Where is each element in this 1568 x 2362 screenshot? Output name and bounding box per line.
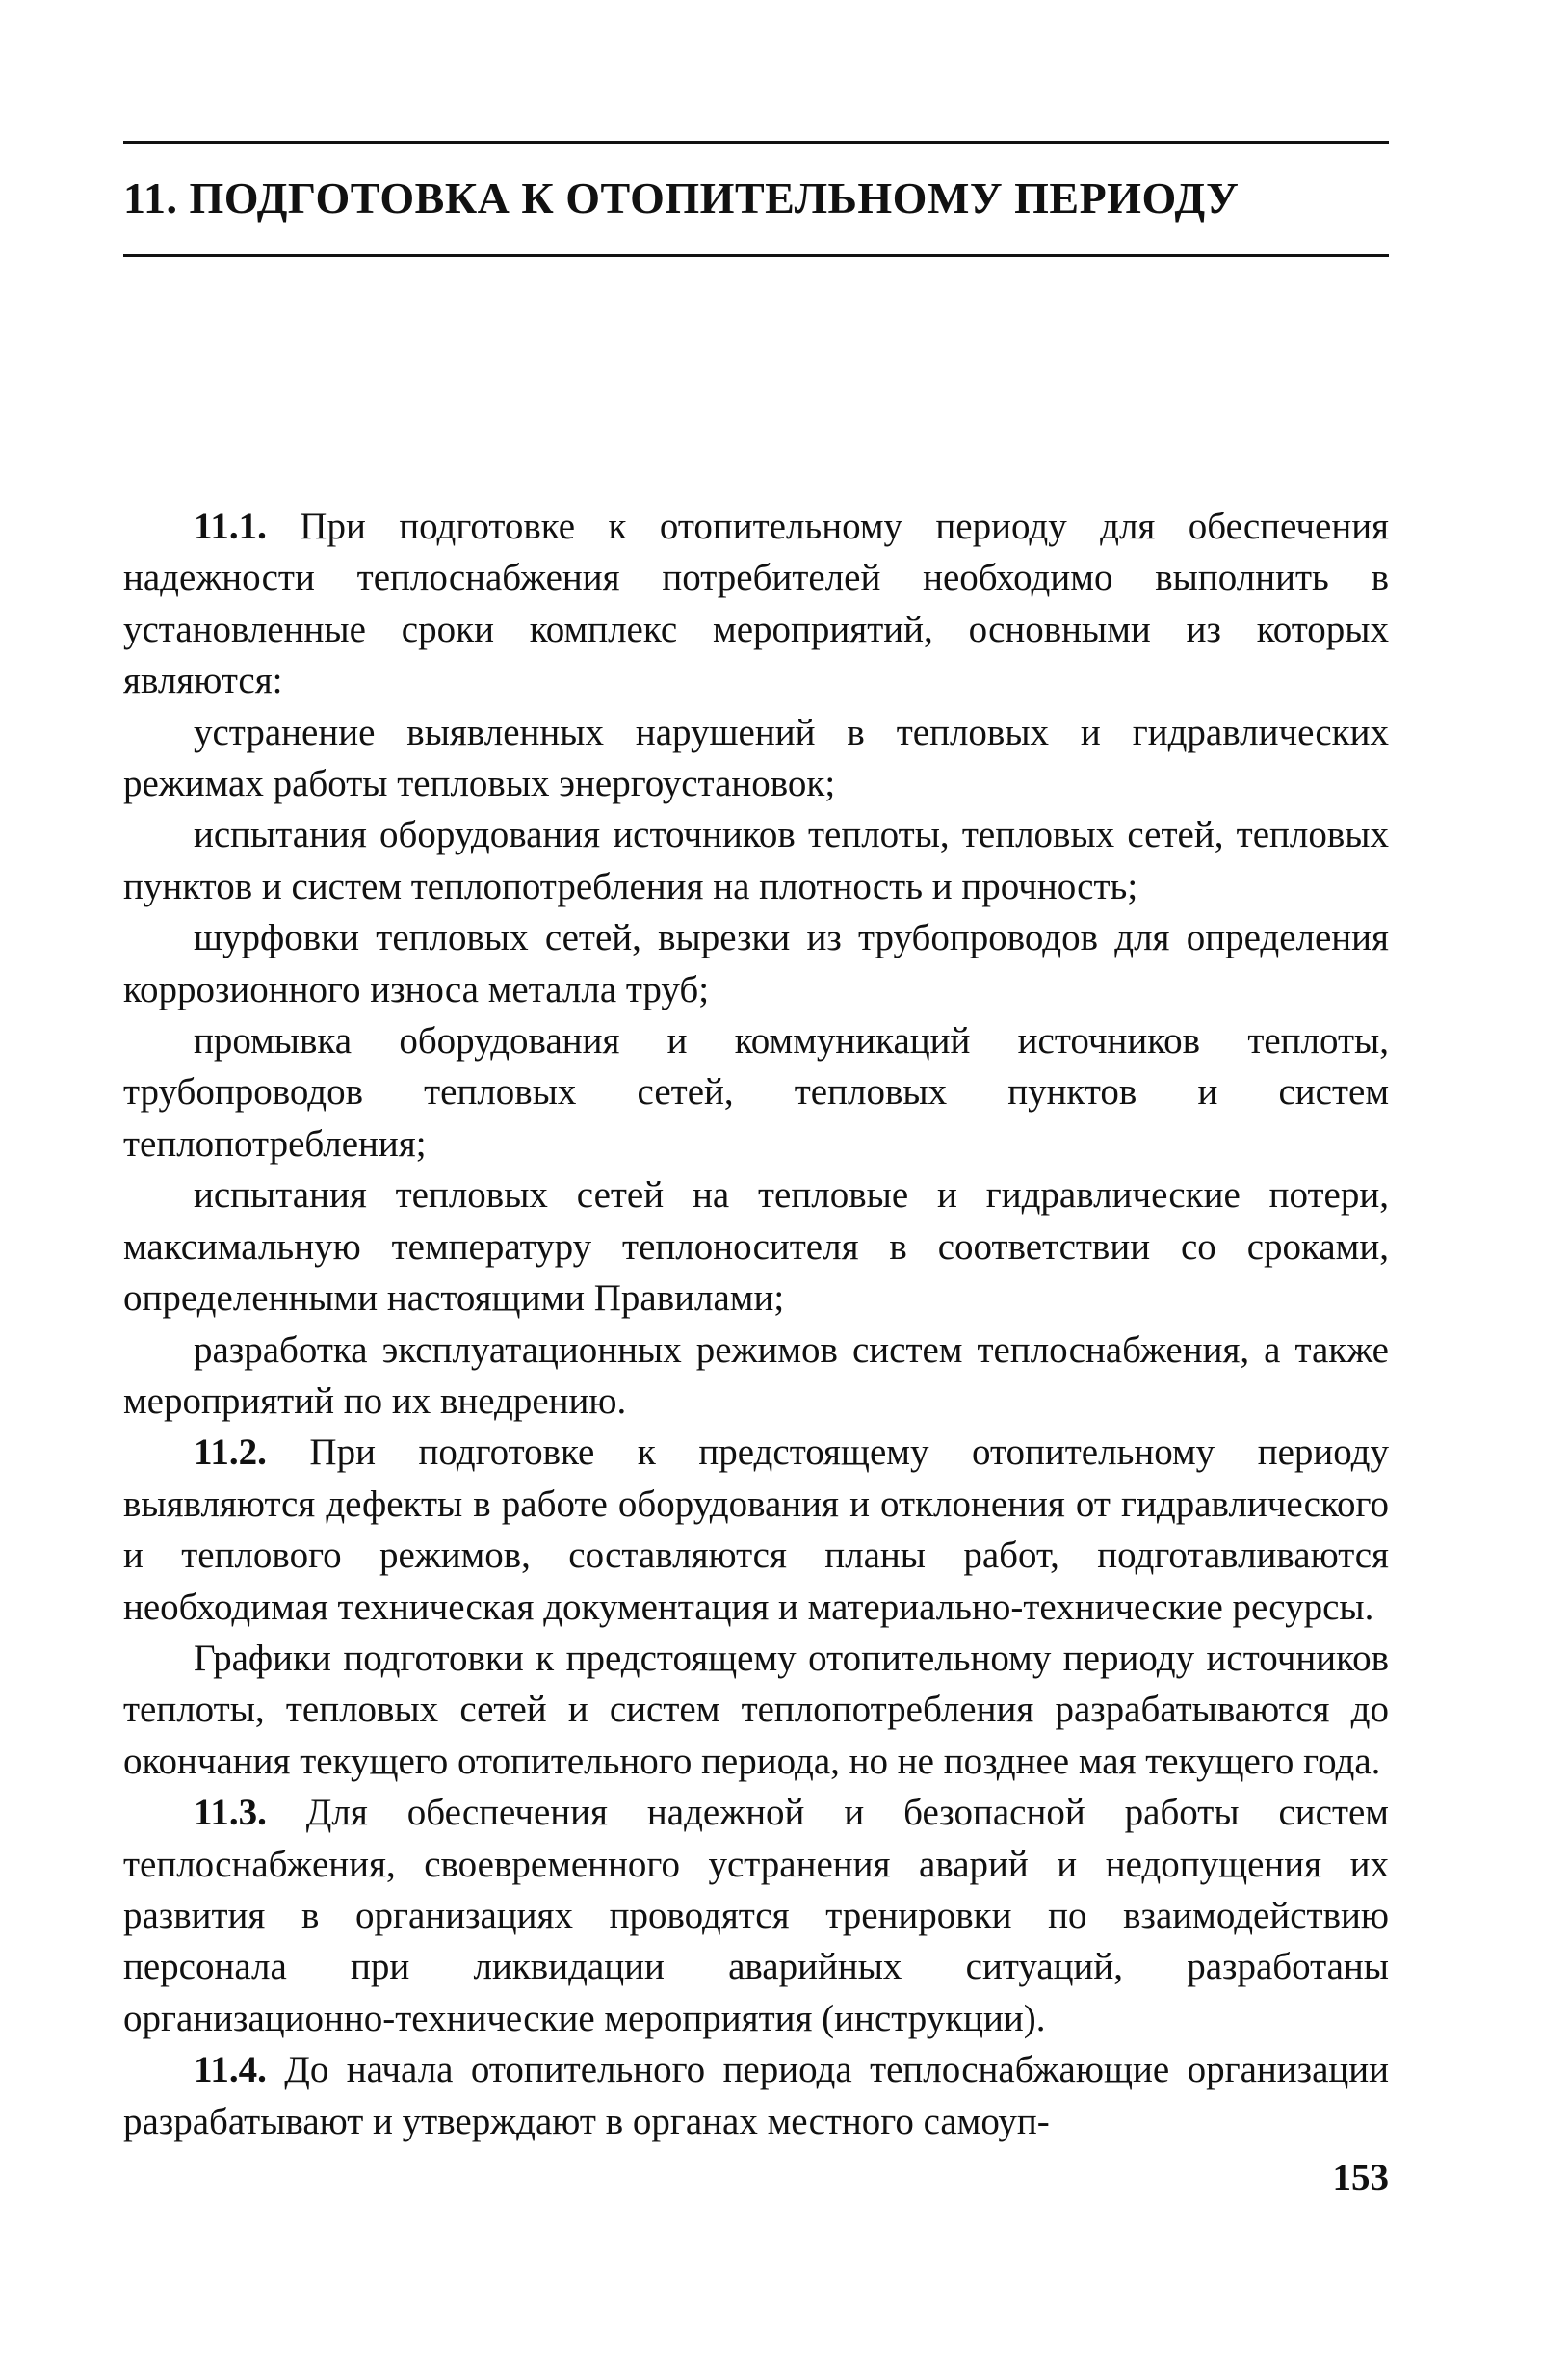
list-item <box>123 1325 1389 1428</box>
paragraph-text: устранение выявленных нарушений в тепловых и гидравлических режимах работы тепловых энергоустановок; <box>123 711 1389 805</box>
list-item <box>123 707 1389 810</box>
page-number: 153 <box>1332 2157 1389 2198</box>
header-rule-bottom <box>123 254 1389 257</box>
paragraph-text: Для обеспечения надежной и безопасной работы систем теплоснабжения, своевременного устранения аварий и недопущения их развития в организациях проводятся тренировки по взаимодействию персонала при ликвидации аварийных ситуаций, разработаны организационно-технические мероприятия (инструкции). <box>123 1792 1389 2039</box>
list-item <box>123 1015 1389 1169</box>
chapter-title: 11. ПОДГОТОВКА К ОТОПИТЕЛЬНОМУ ПЕРИОДУ <box>123 173 1240 223</box>
paragraph-text: При подготовке к предстоящему отопительному периоду выявляются дефекты в работе оборудования и отклонения от гидравлического и теплового режимов, составляются планы работ, подготавливаются необходимая техническая документация и материально-технические ресурсы. <box>123 1431 1389 1628</box>
clause-number: 11.1. <box>194 506 267 547</box>
paragraph-text: До начала отопительного периода теплоснабжающие организации разрабатывают и утверждают в органах местного самоуп- <box>123 2049 1389 2142</box>
clause-number: 11.3. <box>194 1792 267 1834</box>
header-rule-top <box>123 141 1389 144</box>
paragraph-text: разработка эксплуатационных режимов систем теплоснабжения, а также мероприятий по их внедрению. <box>123 1328 1389 1422</box>
clause-number: 11.2. <box>194 1431 267 1474</box>
paragraph-11-2 <box>123 1427 1389 1633</box>
list-item <box>123 1169 1389 1324</box>
paragraph-11-4 <box>123 2044 1389 2147</box>
paragraph-schedules <box>123 1633 1389 1787</box>
paragraph-text: шурфовки тепловых сетей, вырезки из трубопроводов для определения коррозионного износа металла труб; <box>123 917 1389 1010</box>
paragraph-text: испытания тепловых сетей на тепловые и гидравлические потери, максимальную температуру теплоносителя в соответствии со сроками, определенными настоящими Правилами; <box>123 1174 1389 1320</box>
paragraph-11-1 <box>123 501 1389 707</box>
paragraph-text: испытания оборудования источников теплоты, тепловых сетей, тепловых пунктов и систем теплопотребления на плотность и прочность; <box>123 814 1389 907</box>
paragraph-text: Графики подготовки к предстоящему отопительному периоду источников теплоты, тепловых сетей и систем теплопотребления разрабатываются до окончания текущего отопительного периода, но не позднее мая текущего года. <box>123 1637 1389 1782</box>
paragraph-text: промывка оборудования и коммуникаций источников теплоты, трубопроводов тепловых сетей, тепловых пунктов и систем теплопотребления; <box>123 1020 1389 1165</box>
body-text <box>123 501 1389 2147</box>
list-item <box>123 912 1389 1015</box>
clause-number: 11.4. <box>194 2049 267 2091</box>
paragraph-text: При подготовке к отопительному периоду для обеспечения надежности теплоснабжения потребителей необходимо выполнить в установленные сроки комплекс мероприятий, основными из которых являются: <box>123 506 1389 702</box>
list-item <box>123 809 1389 912</box>
paragraph-11-3 <box>123 1787 1389 2044</box>
